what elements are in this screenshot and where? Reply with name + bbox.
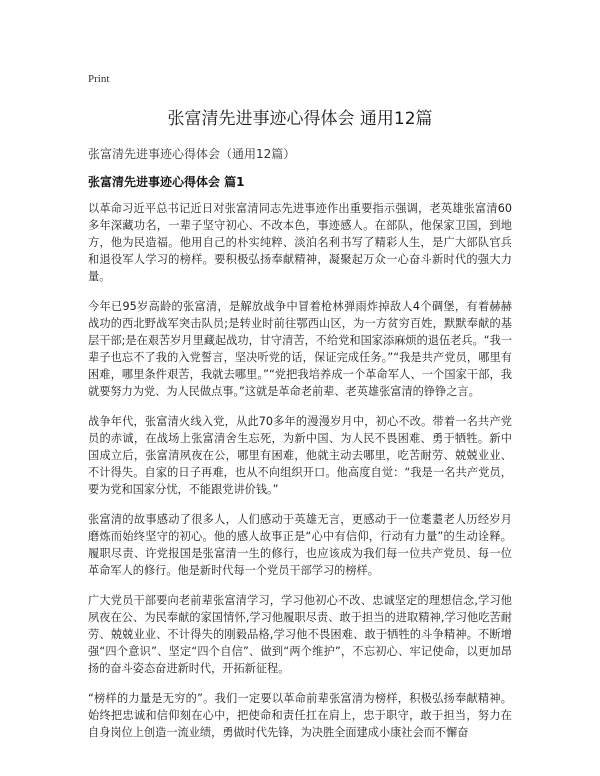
paragraph-4: 张富清的故事感动了很多人，人们感动于英雄无言，更感动于一位耄耋老人历经岁月磨炼而始终坚守的初心。他的感人故事正是“心中有信仰，行动有力量”的生动诠释。履职尽责、许党报国是张富清一生的修行，也应该成为我们每一位共产党员、每一位革命军人的修行。他是新时代每一个党员干部学习的榜样。: [88, 513, 512, 577]
paragraph-1: 以革命习近平总书记近日对张富清同志先进事迹作出重要指示强调，老英雄张富清60多年深藏功名，一辈子坚守初心、不改本色，事迹感人。在部队，他保家卫国，到地方，他为民造福。他用自己的朴实纯粹、淡泊名利书写了精彩人生，是广大部队官兵和退役军人学习的榜样。要积极弘扬奉献精神，凝聚起万众一心奋斗新时代的强大力量。: [88, 202, 512, 283]
paragraph-6: “榜样的力量是无穷的”。我们一定要以革命前辈张富清为榜样，积极弘扬奉献精神。始终把忠诚和信仰刻在心中，把使命和责任扛在肩上，忠于职守，敢于担当，努力在自身岗位上创造一流业绩，勇做时代先锋，为决胜全面建成小康社会而不懈奋: [88, 692, 512, 739]
paragraph-3: 战争年代，张富清火线入党，从此70多年的漫漫岁月中，初心不改。带着一名共产党员的赤诚，在战场上张富清舍生忘死，为新中国、为人民不畏困难、勇于牺牲。新中国成立后，张富清夙夜在公，哪里有困难，他就主动去哪里，吃苦耐劳、兢兢业业、不计得失。自家的日子再难，也从不向组织开口。他高度自觉：“我是一名共产党员，要为党和国家分忧，不能跟党讲价钱。”: [88, 415, 512, 496]
paragraph-2: 今年已95岁高龄的张富清，是解放战争中冒着枪林弹雨炸掉敌人4个碉堡，有着赫赫战功的西北野战军突击队员;是转业时前往鄂西山区，为一方贫穷百姓，默默奉献的基层干部;是在艰苦岁月里藏起战功，甘守清苦，不给党和国家添麻烦的退伍老兵。“我一辈子也忘不了我的入党誓言，坚决听党的话，保证完成任务。”“我是共产党员，哪里有困难，哪里条件艰苦，我就去哪里。”“党把我培养成一个革命军人、一个国家干部，我就要努力为党、为人民做点事。”这就是革命老前辈、老英雄张富清的铮铮之言。: [88, 300, 512, 398]
paragraph-5: 广大党员干部要向老前辈张富清学习，学习他初心不改、忠诚坚定的理想信念,学习他夙夜在公、为民奉献的家国情怀,学习他履职尽责、敢于担当的进取精神,学习他吃苦耐劳、兢兢业业、不计得失的刚毅品格,学习他不畏困难、敢于牺牲的斗争精神。不断增强“四个意识”、坚定“四个自信”、做到“两个维护”，不忘初心、牢记使命，以更加昂扬的奋斗姿态奋进新时代，开拓新征程。: [88, 594, 512, 675]
print-label: Print: [88, 73, 110, 85]
document-subtitle: 张富清先进事迹心得体会（通用12篇）: [88, 147, 296, 161]
document-title: 张富清先进事迹心得体会 通用12篇: [167, 109, 433, 129]
section-heading: 张富清先进事迹心得体会 篇1: [88, 175, 245, 189]
